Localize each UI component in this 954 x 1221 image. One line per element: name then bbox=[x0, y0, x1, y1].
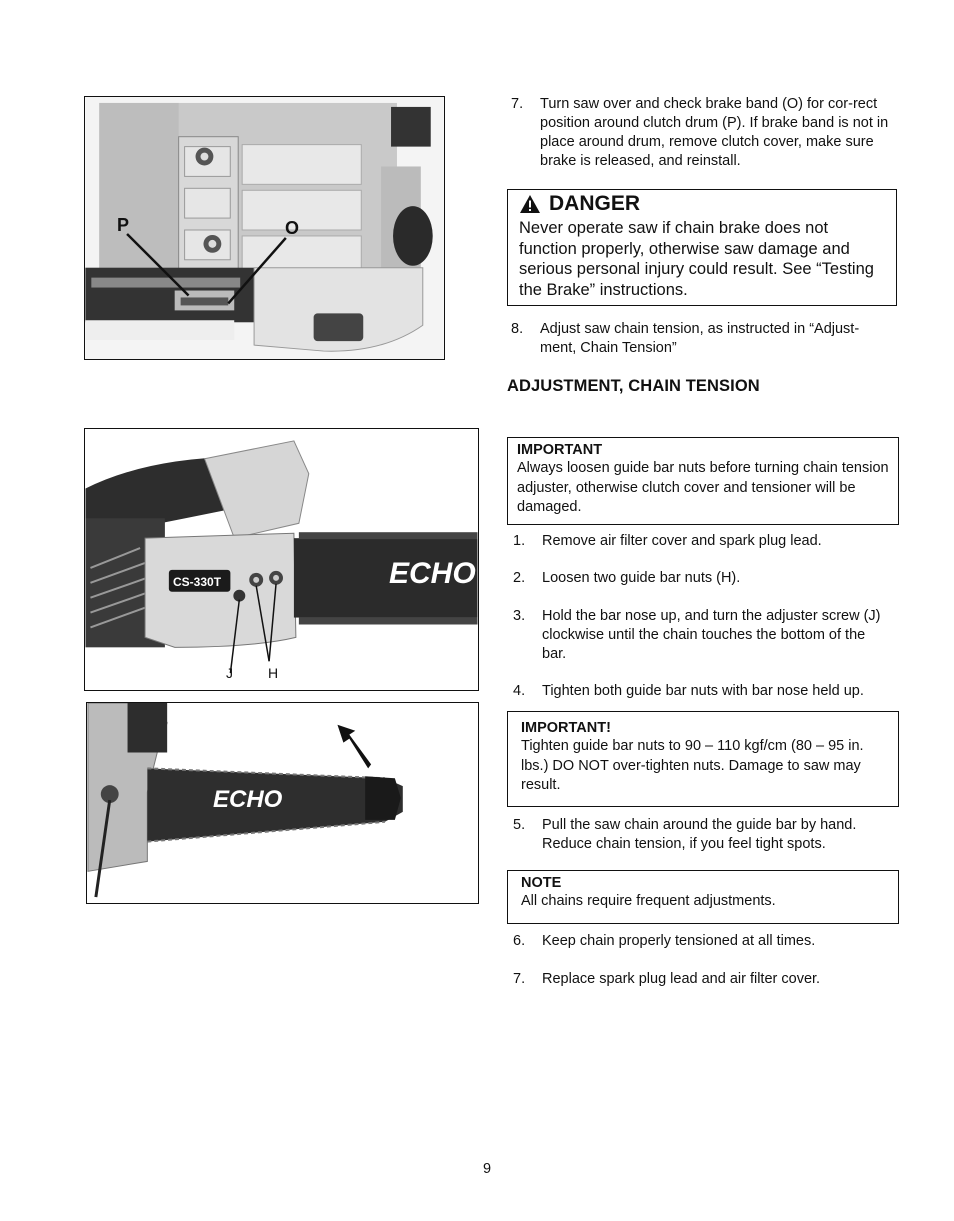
step-text: Loosen two guide bar nuts (H). bbox=[542, 570, 741, 586]
note-box bbox=[507, 870, 899, 924]
warning-triangle-icon bbox=[519, 194, 541, 214]
chain-tension-figure bbox=[84, 428, 479, 691]
important-body: Tighten guide bar nuts to 90 – 110 kgf/cm (80 – 95 in. lbs.) DO NOT over-tighten nuts. Damage to saw may result. bbox=[521, 738, 864, 793]
bar-brand-logo: ECHO bbox=[389, 557, 476, 590]
important-title: IMPORTANT! bbox=[521, 720, 611, 736]
brake-band-figure bbox=[84, 96, 445, 360]
important-title: IMPORTANT bbox=[517, 442, 603, 458]
tension-step-3 bbox=[513, 607, 893, 664]
important-body: Always loosen guide bar nuts before turning chain tension adjuster, otherwise clutch cover and tensioner will be damaged. bbox=[517, 460, 889, 515]
bar-nose-figure bbox=[86, 702, 479, 904]
model-badge: CS-330T bbox=[173, 575, 222, 589]
step-text: Keep chain properly tensioned at all times. bbox=[542, 933, 816, 949]
tension-step-7 bbox=[513, 970, 893, 989]
note-body: All chains require frequent adjustments. bbox=[521, 893, 776, 909]
step-number: 5. bbox=[513, 817, 526, 833]
bar-brand-logo-2: ECHO bbox=[213, 786, 283, 813]
tension-step-2 bbox=[513, 569, 893, 588]
step-number: 1. bbox=[513, 533, 526, 549]
step-text: Hold the bar nose up, and turn the adjuster screw (J) clockwise until the chain touches the bottom of the bar. bbox=[542, 608, 881, 662]
label-o: O bbox=[285, 218, 300, 238]
tension-step-1 bbox=[513, 532, 893, 551]
label-h: H bbox=[268, 665, 279, 681]
step-number: 2. bbox=[513, 570, 526, 586]
step-number: 7. bbox=[511, 96, 524, 112]
note-title: NOTE bbox=[521, 875, 562, 891]
danger-body: Never operate saw if chain brake does not function properly, otherwise saw damage and serious personal injury could result. See “Testing the Brake” instructions. bbox=[519, 219, 874, 299]
brake-step-7 bbox=[511, 95, 891, 171]
danger-title: DANGER bbox=[549, 192, 641, 215]
tension-step-4 bbox=[513, 682, 898, 701]
step-number: 8. bbox=[511, 321, 524, 337]
tension-step-6 bbox=[513, 932, 893, 951]
important-box-1 bbox=[507, 437, 899, 525]
step-number: 4. bbox=[513, 683, 526, 699]
step-text: Tighten both guide bar nuts with bar nose held up. bbox=[542, 683, 864, 699]
step-text: Adjust saw chain tension, as instructed in “Adjust-ment, Chain Tension” bbox=[540, 321, 860, 356]
step-text: Remove air filter cover and spark plug lead. bbox=[542, 533, 822, 549]
bar-nose-illustration bbox=[87, 703, 478, 903]
danger-box bbox=[507, 189, 897, 306]
label-j: J bbox=[226, 665, 233, 681]
section-title: ADJUSTMENT, CHAIN TENSION bbox=[507, 377, 760, 395]
label-p: P bbox=[117, 215, 130, 235]
step-number: 3. bbox=[513, 608, 526, 624]
important-box-2 bbox=[507, 711, 899, 807]
step-text: Pull the saw chain around the guide bar by hand. Reduce chain tension, if you feel tight spots. bbox=[542, 817, 857, 852]
step-text: Replace spark plug lead and air filter cover. bbox=[542, 971, 821, 987]
brake-step-8 bbox=[511, 320, 891, 358]
tension-step-5 bbox=[513, 816, 893, 854]
step-text: Turn saw over and check brake band (O) for cor-rect position around clutch drum (P). If brake band is not in place around drum, remove clutch cover, make sure brake is released, and reinstall. bbox=[540, 96, 889, 169]
step-number: 6. bbox=[513, 933, 526, 949]
page-number: 9 bbox=[483, 1161, 492, 1177]
brake-band-illustration bbox=[85, 97, 444, 359]
step-number: 7. bbox=[513, 971, 526, 987]
